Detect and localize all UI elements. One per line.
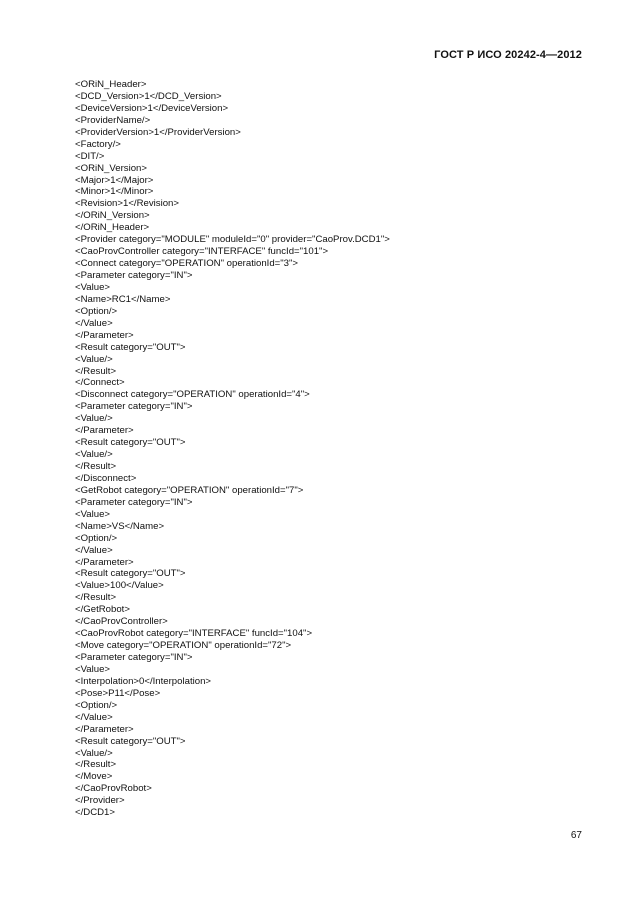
code-line: <Value>	[75, 663, 111, 675]
code-line: <Interpolation>0</Interpolation>	[75, 675, 212, 687]
code-line: <ORiN_Header>	[75, 79, 147, 90]
code-line: <Value>100</Value>	[75, 580, 164, 592]
code-line: <Name>VS</Name>	[75, 520, 165, 532]
code-line: </DCD1>	[75, 807, 115, 819]
code-line: <CaoProvRobot category="INTERFACE" funcId="104">	[75, 628, 313, 640]
code-line: </Parameter>	[75, 425, 134, 437]
code-line: <Result category="OUT">	[75, 341, 186, 353]
code-line: <DCD_Version>1</DCD_Version>	[75, 90, 222, 102]
code-line: </CaoProvRobot>	[75, 783, 152, 795]
code-line: <Parameter category="IN">	[75, 270, 193, 281]
code-line: <Minor>1</Minor>	[75, 186, 154, 198]
code-line: </Provider>	[75, 795, 125, 807]
code-line: <Option/>	[75, 532, 118, 544]
code-line: <Factory/>	[75, 138, 121, 150]
page-number: 67	[570, 830, 582, 841]
code-line: <Value/>	[75, 449, 113, 461]
page-header-standard-code: ГОСТ Р ИСО 20242-4—2012	[434, 49, 582, 61]
code-line: <Name>RC1</Name>	[75, 293, 171, 305]
code-line: </Parameter>	[75, 329, 134, 341]
code-line: </GetRobot>	[75, 604, 130, 616]
code-line: <Result category="OUT">	[75, 568, 186, 580]
code-line: <Revision>1</Revision>	[75, 198, 179, 210]
code-line: </Move>	[75, 771, 113, 783]
code-line: <Disconnect category="OPERATION" operationId="4">	[75, 389, 310, 401]
code-line: <ProviderName/>	[75, 114, 151, 126]
code-line: <Value/>	[75, 747, 113, 759]
code-line: <DeviceVersion>1</DeviceVersion>	[75, 102, 229, 114]
code-line: <GetRobot category="OPERATION" operationId="7">	[75, 484, 304, 496]
code-line: <Move category="OPERATION" operationId="72">	[75, 640, 292, 652]
code-line: <CaoProvController category="INTERFACE" funcId="101">	[75, 246, 329, 258]
code-line: <Result category="OUT">	[75, 437, 186, 449]
code-line: <Parameter category="IN">	[75, 401, 193, 413]
code-line: <Pose>P11</Pose>	[75, 687, 161, 699]
code-line: <Value>	[75, 508, 111, 520]
code-line: <Option/>	[75, 699, 118, 711]
code-line: </Value>	[75, 317, 113, 329]
code-line: </ORiN_Version>	[75, 210, 150, 222]
code-line: <DIT/>	[75, 150, 105, 162]
code-line: </Result>	[75, 592, 117, 604]
code-line: <Connect category="OPERATION" operationId="3">	[75, 258, 299, 270]
code-line: </Value>	[75, 711, 113, 723]
code-line: <Parameter category="IN">	[75, 496, 193, 508]
code-line: <Result category="OUT">	[75, 735, 186, 747]
code-line: <ORiN_Version>	[75, 162, 147, 174]
code-line: <Provider category="MODULE" moduleId="0" provider="CaoProv.DCD1">	[75, 234, 390, 246]
code-line: </Result>	[75, 461, 117, 472]
code-line: </Connect>	[75, 377, 125, 389]
code-line: </Parameter>	[75, 556, 134, 568]
code-line: <Value>	[75, 281, 111, 293]
code-line: </Disconnect>	[75, 472, 137, 484]
code-line: </Value>	[75, 544, 113, 556]
xml-code-listing	[75, 79, 390, 819]
code-line: </Parameter>	[75, 723, 134, 735]
code-line: <Value/>	[75, 413, 113, 425]
code-line: </Result>	[75, 365, 117, 377]
code-line: <ProviderVersion>1</ProviderVersion>	[75, 126, 241, 138]
code-line: </ORiN_Header>	[75, 222, 150, 234]
code-line: </CaoProvController>	[75, 616, 168, 628]
code-line: <Value/>	[75, 353, 113, 365]
code-line: <Option/>	[75, 305, 118, 317]
code-line: </Result>	[75, 759, 117, 771]
code-line: <Parameter category="IN">	[75, 652, 193, 663]
code-line: <Major>1</Major>	[75, 174, 154, 186]
